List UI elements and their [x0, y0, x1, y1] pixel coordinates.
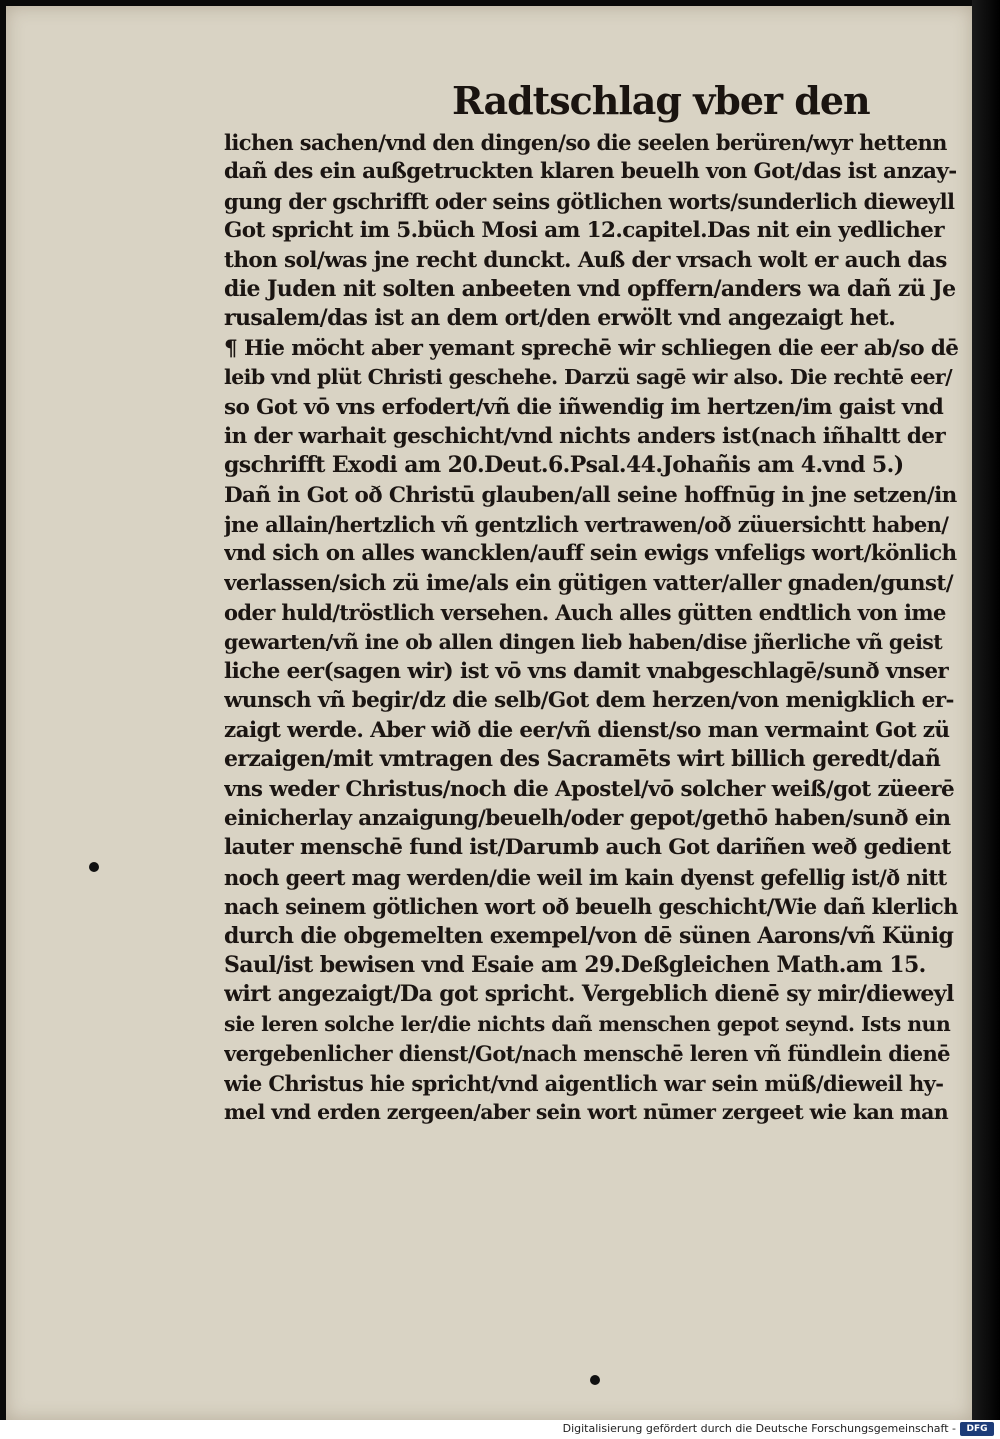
- text-line: Got spricht im 5.büch Mosi am 12.capitel.Das nit ein yedlicher: [224, 218, 944, 244]
- footer-credit: Digitalisierung gefördert durch die Deutsche Forschungsgemeinschaft -: [562, 1422, 956, 1435]
- text-block: [224, 128, 960, 1127]
- text-line: leib vnd plüt Christi geschehe. Darzü sagē wir also. Die rechtē eer/: [224, 365, 952, 390]
- margin-dot-left: [89, 862, 99, 872]
- text-line: zaigt werde. Aber wið die eer/vñ dienst/so man vermaint Got zü: [224, 717, 950, 743]
- margin-dot-bottom: [590, 1375, 600, 1385]
- text-line: vnd sich on alles wancklen/auff sein ewigs vnfeligs wort/könlich: [224, 541, 957, 567]
- text-line: Saul/ist bewisen vnd Esaie am 29.Deßgleichen Math.am 15.: [224, 951, 926, 978]
- text-line: lichen sachen/vnd den dingen/so die seelen berüren/wyr hettenn: [224, 130, 947, 155]
- text-line: mel vnd erden zergeen/aber sein wort nūmer zergeet wie kan man: [224, 1099, 949, 1124]
- text-line: lauter menschē fund ist/Darumb auch Got dariñen weð gedient: [224, 835, 951, 861]
- text-line: oder huld/tröstlich versehen. Auch alles gütten endtlich von ime: [224, 600, 946, 626]
- text-line: durch die obgemelten exempel/von dē sünen Aarons/vñ Künig: [224, 922, 954, 949]
- text-line: thon sol/was jne recht dunckt. Auß der vrsach wolt er auch das: [224, 247, 947, 273]
- text-line: ¶ Hie möcht aber yemant sprechē wir schliegen die eer ab/so dē: [224, 335, 959, 361]
- text-line: gschrifft Exodi am 20.Deut.6.Psal.44.Johañis am 4.vnd 5.): [224, 452, 904, 479]
- running-head: Radtschlag vber den: [452, 78, 870, 123]
- text-line: noch geert mag werden/die weil im kain dyenst gefellig ist/ð nitt: [224, 864, 947, 890]
- text-line: vns weder Christus/noch die Apostel/vō solcher weiß/got züeerē: [224, 776, 955, 802]
- text-line: dañ des ein außgetruckten klaren beuelh von Got/das ist anzay-: [224, 159, 957, 185]
- text-line: einicherlay anzaigung/beuelh/oder gepot/gethō haben/sunð ein: [224, 805, 951, 831]
- text-line: so Got vō vns erfodert/vñ die iñwendig im hertzen/im gaist vnd: [224, 394, 944, 420]
- text-line: gewarten/vñ ine ob allen dingen lieb haben/dise jñerliche vñ geist: [224, 629, 943, 654]
- text-line: wie Christus hie spricht/vnd aigentlich war sein müß/dieweil hy-: [224, 1070, 944, 1096]
- text-line: liche eer(sagen wir) ist vō vns damit vnabgeschlagē/sunð vnser: [224, 659, 949, 685]
- text-line: gung der gschrifft oder seins götlichen worts/sunderlich dieweyll: [224, 188, 955, 214]
- text-line: jne allain/hertzlich vñ gentzlich vertrawen/oð züuersichtt haben/: [224, 512, 949, 538]
- text-line: die Juden nit solten anbeeten vnd opffern/anders wa dañ zü Je: [224, 275, 956, 302]
- text-line: erzaigen/mit vmtragen des Sacramēts wirt billich geredt/dañ: [224, 746, 941, 773]
- dfg-logo: DFG: [960, 1422, 994, 1436]
- text-line: rusalem/das ist an dem ort/den erwölt vnd angezaigt het.: [224, 305, 896, 332]
- text-line: sie leren solche ler/die nichts dañ menschen gepot seynd. Ists nun: [224, 1011, 951, 1036]
- text-line: Dañ in Got oð Christū glauben/all seine hoffnūg in jne setzen/in: [224, 482, 957, 508]
- text-line: verlassen/sich zü ime/als ein gütigen vatter/aller gnaden/gunst/: [224, 570, 953, 596]
- text-line: in der warhait geschicht/vnd nichts anders ist(nach iñhaltt der: [224, 423, 946, 449]
- page-edge: [972, 0, 1000, 1420]
- text-line: wunsch vñ begir/dz die selb/Got dem herzen/von menigklich er-: [224, 688, 954, 714]
- text-line: vergebenlicher dienst/Got/nach menschē leren vñ fündlein dienē: [224, 1041, 950, 1067]
- text-line: nach seinem götlichen wort oð beuelh geschicht/Wie dañ klerlich: [224, 894, 958, 920]
- text-line: wirt angezaigt/Da got spricht. Vergeblich dienē sy mir/dieweyl: [224, 981, 954, 1008]
